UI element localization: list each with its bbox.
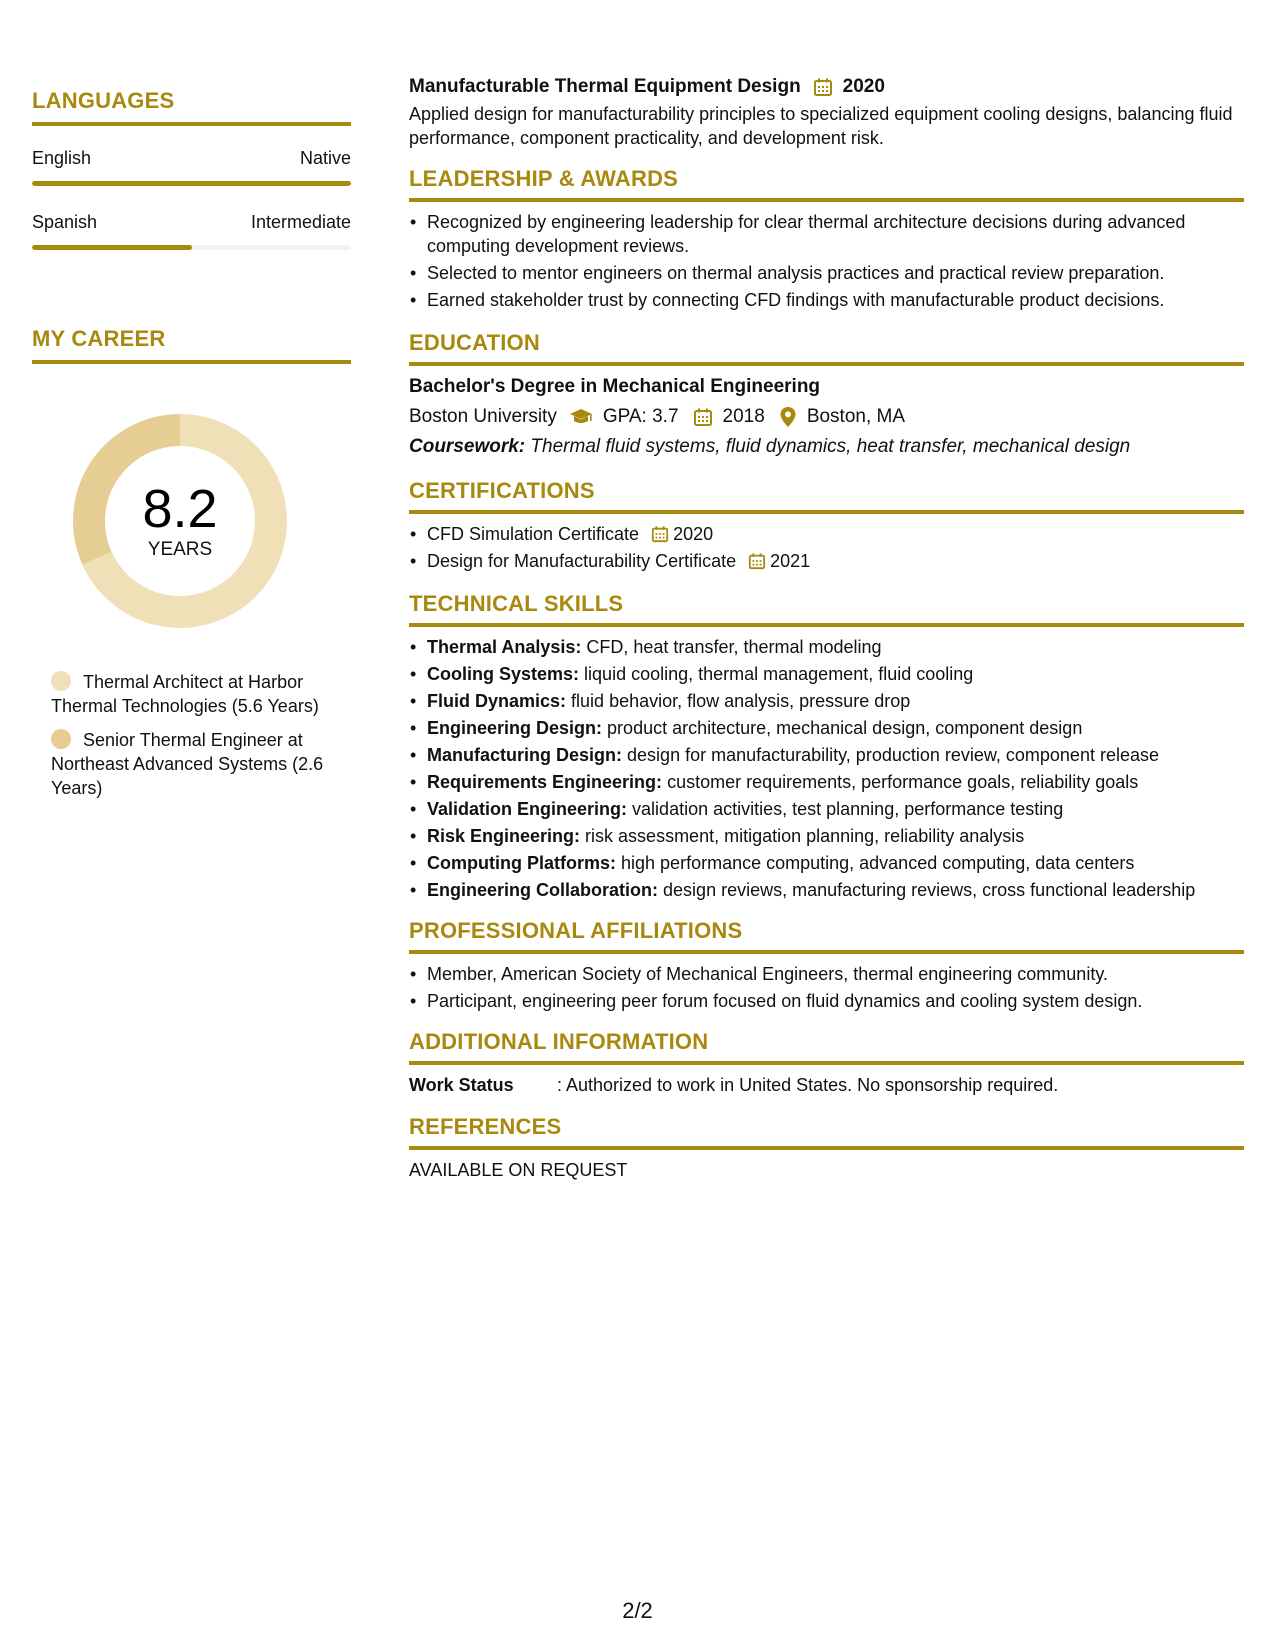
references-title: REFERENCES	[409, 1114, 1244, 1150]
list-item	[409, 878, 1244, 902]
list-item: • Member, American Society of Mechanical Engineers, thermal engineering community.	[409, 962, 1244, 986]
project-description: Applied design for manufacturability principles to specialized equipment cooling designs, balancing fluid performance, component practicality, and development risk.	[409, 104, 1233, 148]
list-item: • Participant, engineering peer forum focused on fluid dynamics and cooling system design.	[409, 989, 1244, 1013]
languages-section	[32, 88, 351, 250]
skill-category: Engineering Design:	[427, 718, 603, 738]
list-item	[409, 716, 1244, 740]
leadership-list	[409, 210, 1244, 312]
career-title: MY CAREER	[32, 326, 351, 364]
skills-title: TECHNICAL SKILLS	[409, 591, 1244, 627]
skills-list	[409, 635, 1244, 902]
career-legend-item	[51, 728, 351, 800]
main-content	[409, 76, 1244, 1181]
location-pin-icon	[779, 406, 797, 428]
skill-category: Cooling Systems:	[427, 664, 580, 684]
references-section	[409, 1114, 1244, 1181]
skill-values: validation activities, test planning, performance testing	[632, 799, 1064, 819]
gpa: GPA: 3.7	[602, 406, 679, 427]
language-name: Spanish	[32, 212, 98, 232]
skill-values: design reviews, manufacturing reviews, cross functional leadership	[663, 880, 1196, 900]
career-legend-item	[51, 670, 351, 718]
skill-category: Fluid Dynamics:	[427, 691, 567, 711]
career-legend-label: Senior Thermal Engineer at Northeast Advanced Systems (2.6 Years)	[51, 730, 324, 798]
skill-values: design for manufacturability, production review, component release	[627, 745, 1159, 765]
calendar-icon	[748, 552, 766, 570]
additional-info-title: ADDITIONAL INFORMATION	[409, 1029, 1244, 1065]
leadership-title: LEADERSHIP & AWARDS	[409, 166, 1244, 202]
degree-title: Bachelor's Degree in Mechanical Engineering	[409, 376, 821, 397]
skill-category: Thermal Analysis:	[427, 637, 582, 657]
page-number: 2/2	[622, 1598, 653, 1623]
list-item	[409, 824, 1244, 848]
language-level: Intermediate	[250, 212, 351, 232]
list-item: • Recognized by engineering leadership for clear thermal architecture decisions during advanced computing development reviews.	[409, 210, 1244, 258]
list-item	[409, 662, 1244, 686]
certification-year: 2021	[770, 551, 811, 571]
coursework-text: Thermal fluid systems, fluid dynamics, heat transfer, mechanical design	[530, 436, 1131, 457]
skill-category: Requirements Engineering:	[427, 772, 663, 792]
language-item	[32, 148, 351, 186]
affiliations-section	[409, 918, 1244, 1013]
project-title: Manufacturable Thermal Equipment Design	[409, 76, 801, 97]
affiliations-title: PROFESSIONAL AFFILIATIONS	[409, 918, 1244, 954]
skill-values: liquid cooling, thermal management, fluid cooling	[584, 664, 974, 684]
certifications-section	[409, 478, 1244, 573]
calendar-icon	[693, 407, 713, 427]
legend-dot	[51, 729, 71, 749]
work-status-row	[409, 1075, 1244, 1096]
language-item	[32, 212, 351, 250]
school-location: Boston, MA	[806, 406, 906, 427]
certification-name: • Design for Manufacturability Certificate	[427, 551, 737, 571]
list-item	[409, 743, 1244, 767]
additional-info-section	[409, 1029, 1244, 1096]
skill-values: CFD, heat transfer, thermal modeling	[586, 637, 882, 657]
education-section	[409, 330, 1244, 458]
project-year: 2020	[842, 76, 885, 97]
skill-category: Validation Engineering:	[427, 799, 628, 819]
education-title: EDUCATION	[409, 330, 1244, 366]
list-item: • Earned stakeholder trust by connecting CFD findings with manufacturable product decisions.	[409, 288, 1244, 312]
language-level: Native	[299, 148, 351, 168]
skill-category: Risk Engineering:	[427, 826, 581, 846]
calendar-icon	[651, 525, 669, 543]
list-item	[409, 770, 1244, 794]
language-level-fill	[32, 181, 351, 186]
list-item	[409, 549, 1244, 573]
project-entry	[409, 76, 1244, 150]
list-item	[409, 635, 1244, 659]
calendar-icon	[813, 77, 833, 97]
career-legend-label: Thermal Architect at Harbor Thermal Technologies (5.6 Years)	[51, 672, 319, 716]
references-text: AVAILABLE ON REQUEST	[409, 1160, 628, 1180]
list-item	[409, 522, 1244, 546]
languages-title: LANGUAGES	[32, 88, 351, 126]
skill-values: product architecture, mechanical design, component design	[607, 718, 1083, 738]
certifications-list	[409, 522, 1244, 573]
list-item	[409, 797, 1244, 821]
coursework	[409, 436, 1244, 458]
language-level-fill	[32, 245, 192, 250]
skill-category: Computing Platforms:	[427, 853, 616, 873]
graduation-cap-icon	[569, 407, 593, 427]
career-donut-chart	[67, 408, 293, 634]
skill-values: customer requirements, performance goals, reliability goals	[667, 772, 1139, 792]
list-item	[409, 689, 1244, 713]
certifications-title: CERTIFICATIONS	[409, 478, 1244, 514]
school-name: Boston University	[409, 406, 557, 427]
skill-values: high performance computing, advanced computing, data centers	[621, 853, 1135, 873]
skill-values: risk assessment, mitigation planning, reliability analysis	[585, 826, 1025, 846]
graduation-year: 2018	[722, 406, 765, 427]
career-total-years: 8.2	[142, 479, 218, 539]
list-item: • Selected to mentor engineers on thermal analysis practices and practical review preparation.	[409, 261, 1244, 285]
language-level-bar	[32, 181, 351, 186]
list-item	[409, 851, 1244, 875]
career-section	[32, 326, 351, 800]
language-name: English	[32, 148, 92, 168]
coursework-label: Coursework:	[409, 436, 526, 457]
legend-dot	[51, 671, 71, 691]
certification-name: • CFD Simulation Certificate	[427, 524, 640, 544]
skills-section	[409, 591, 1244, 902]
skill-category: Engineering Collaboration:	[427, 880, 659, 900]
leadership-section	[409, 166, 1244, 312]
work-status-value: : Authorized to work in United States. No sponsorship required.	[557, 1075, 1059, 1095]
career-total-unit: YEARS	[147, 539, 213, 560]
certification-year: 2020	[673, 524, 714, 544]
affiliations-list	[409, 962, 1244, 1013]
sidebar	[32, 88, 351, 810]
skill-values: fluid behavior, flow analysis, pressure drop	[571, 691, 911, 711]
career-legend	[32, 670, 351, 800]
language-level-bar	[32, 245, 351, 250]
skill-category: Manufacturing Design:	[427, 745, 623, 765]
work-status-label: Work Status	[409, 1075, 514, 1095]
